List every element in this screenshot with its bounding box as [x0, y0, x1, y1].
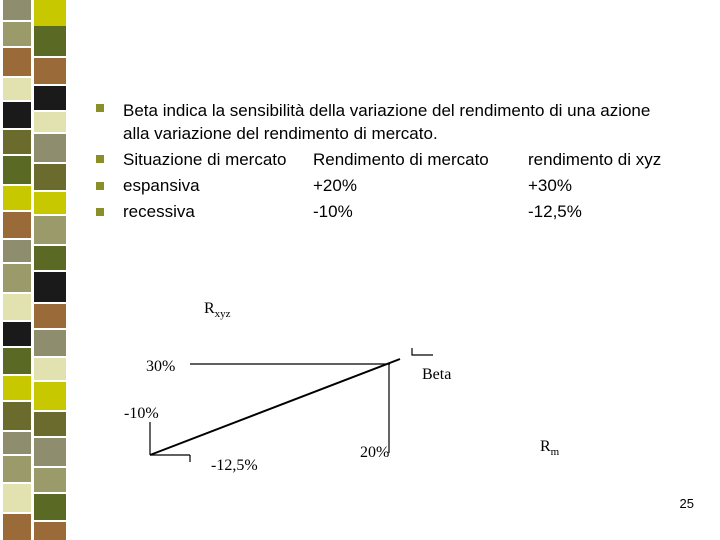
regression-line [150, 359, 400, 455]
row-espansiva-mercato: +20% [313, 176, 357, 195]
page-number: 25 [679, 496, 694, 511]
row-recessiva-label: recessiva [123, 202, 195, 221]
x-tick-20: 20% [360, 444, 390, 461]
y-tick-30: 30% [146, 358, 176, 375]
bullet-1-line-2: alla variazione del rendimento di mercato. [123, 124, 438, 143]
x-axis-label: $R_m$ [540, 438, 560, 459]
table-header-situazione: Situazione di mercato [123, 150, 287, 169]
row-espansiva-xyz: +30% [528, 176, 572, 195]
table-header-rendimento-mercato: Rendimento di mercato [313, 150, 489, 169]
beta-label: Beta [422, 366, 452, 383]
bullet-1-line-1: Beta indica la sensibilità della variazione del rendimento di una azione [123, 101, 651, 120]
row-recessiva-mercato: -10% [313, 202, 353, 221]
table-header-rendimento-xyz: rendimento di xyz [528, 150, 662, 169]
row-recessiva-xyz: -12,5% [528, 202, 582, 221]
beta-slope-marker [412, 348, 433, 355]
y-tick-neg12: -12,5% [211, 457, 258, 474]
y-axis-label: $R_{xyz}$ [204, 300, 231, 321]
row-espansiva-label: espansiva [123, 176, 200, 195]
x-tick-neg10: -10% [124, 405, 159, 422]
